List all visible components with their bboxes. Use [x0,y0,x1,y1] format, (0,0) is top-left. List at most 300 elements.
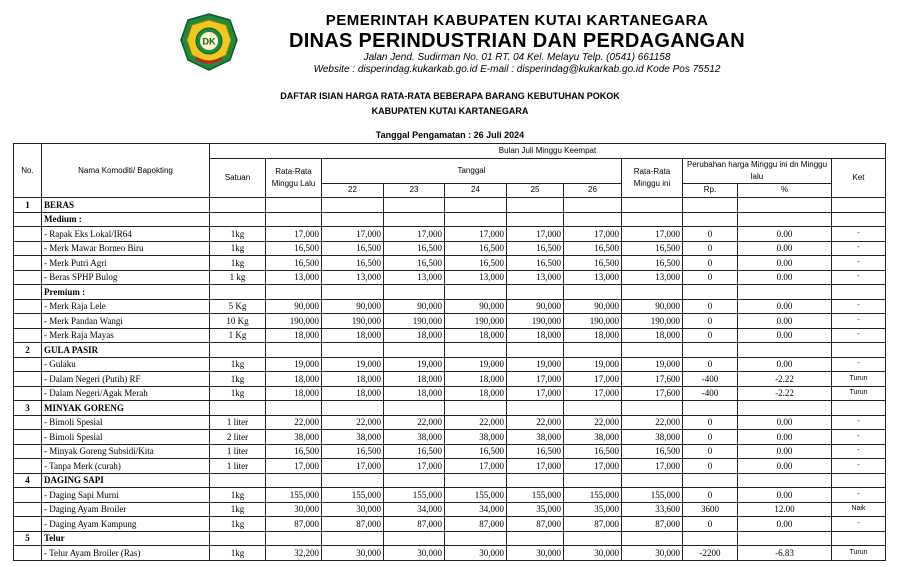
table-row [14,430,886,445]
empty-cell [384,198,445,213]
day-price-cell: 18,000 [445,386,507,401]
empty-cell [683,401,738,416]
row-number: 4 [14,473,42,488]
avg-now-cell: 17,000 [622,459,683,474]
ket-cell: - [832,314,886,329]
day-price-cell: 13,000 [384,270,445,285]
commodity-name: - Rapak Eks Lokal/IR64 [42,227,210,242]
change-pct-cell: 0.00 [738,459,832,474]
empty-cell [210,343,266,358]
change-rp-cell: 0 [683,517,738,532]
row-number: 2 [14,343,42,358]
day-price-cell: 22,000 [445,415,507,430]
row-number-empty [14,299,42,314]
change-rp-cell: 0 [683,328,738,343]
day-price-cell: 17,000 [445,227,507,242]
empty-cell [622,531,683,546]
empty-cell [322,212,384,227]
table-row [14,415,886,430]
day-price-cell: 18,000 [564,328,622,343]
empty-cell [738,531,832,546]
table-row [14,270,886,285]
day-price-cell: 38,000 [322,430,384,445]
table-row [14,299,886,314]
day-price-cell: 18,000 [322,386,384,401]
empty-cell [266,198,322,213]
day-price-cell: 17,000 [322,459,384,474]
row-number-empty [14,488,42,503]
commodity-name: - Merk Pandan Wangi [42,314,210,329]
avg-last-cell: 18,000 [266,372,322,387]
avg-last-cell: 19,000 [266,357,322,372]
table-row [14,517,886,532]
day-price-cell: 16,500 [564,241,622,256]
day-price-cell: 16,500 [322,444,384,459]
empty-cell [832,212,886,227]
day-price-cell: 22,000 [564,415,622,430]
day-price-cell: 38,000 [507,430,564,445]
day-price-cell: 19,000 [507,357,564,372]
empty-cell [384,285,445,300]
empty-cell [622,212,683,227]
change-pct-cell: -2.22 [738,386,832,401]
commodity-name: - Daging Ayam Broiler [42,502,210,517]
row-number: 3 [14,401,42,416]
avg-now-cell: 19,000 [622,357,683,372]
day-price-cell: 18,000 [507,328,564,343]
day-price-cell: 90,000 [445,299,507,314]
col-date-header: Tanggal [322,158,622,183]
day-price-cell: 90,000 [564,299,622,314]
empty-cell [832,285,886,300]
table-row [14,256,886,271]
day-price-cell: 87,000 [384,517,445,532]
org-website: Website : disperindag.kukarkab.go.id E-mail : disperindag@kukarkab.go.id Kode Pos 75512 [313,64,721,75]
day-price-cell: 13,000 [445,270,507,285]
empty-cell [507,285,564,300]
category-name: GULA PASIR [42,343,210,358]
row-number-empty [14,430,42,445]
row-number-empty [14,459,42,474]
change-pct-cell: 0.00 [738,444,832,459]
empty-cell [622,285,683,300]
day-price-cell: 17,000 [564,386,622,401]
change-rp-cell: 0 [683,444,738,459]
empty-cell [445,198,507,213]
avg-last-cell: 16,500 [266,241,322,256]
change-rp-cell: 0 [683,241,738,256]
col-day-header: 25 [507,183,564,198]
day-price-cell: 87,000 [322,517,384,532]
avg-last-cell: 30,000 [266,502,322,517]
empty-cell [210,473,266,488]
empty-cell [683,343,738,358]
avg-last-cell: 38,000 [266,430,322,445]
day-price-cell: 19,000 [322,357,384,372]
empty-cell [445,401,507,416]
avg-now-cell: 33,600 [622,502,683,517]
empty-cell [322,198,384,213]
empty-cell [738,473,832,488]
day-price-cell: 19,000 [384,357,445,372]
unit-cell: 5 Kg [210,299,266,314]
empty-cell [266,343,322,358]
day-price-cell: 16,500 [564,256,622,271]
empty-cell [683,212,738,227]
empty-cell [322,401,384,416]
day-price-cell: 13,000 [507,270,564,285]
day-price-cell: 17,000 [564,372,622,387]
change-rp-cell: 0 [683,227,738,242]
unit-cell: 1 liter [210,459,266,474]
empty-cell [738,198,832,213]
empty-cell [564,343,622,358]
empty-cell [564,401,622,416]
empty-cell [507,531,564,546]
empty-cell [622,343,683,358]
ket-cell: - [832,227,886,242]
empty-cell [266,212,322,227]
col-avg-now-header: Rata-Rata Minggu ini [622,158,683,198]
day-price-cell: 19,000 [564,357,622,372]
avg-last-cell: 87,000 [266,517,322,532]
row-number-empty [14,328,42,343]
avg-last-cell: 18,000 [266,328,322,343]
row-number-empty [14,212,42,227]
period-header: Bulan Juli Minggu Keempat [210,144,886,159]
change-rp-cell: 0 [683,357,738,372]
avg-last-cell: 22,000 [266,415,322,430]
commodity-name: - Dalam Negeri/Agak Merah [42,386,210,401]
unit-cell: 1 Kg [210,328,266,343]
empty-cell [445,212,507,227]
unit-cell: 1kg [210,241,266,256]
commodity-name: - Beras SPHP Bulog [42,270,210,285]
day-price-cell: 16,500 [445,256,507,271]
ket-cell: - [832,488,886,503]
table-row [14,241,886,256]
avg-now-cell: 38,000 [622,430,683,445]
empty-cell [564,212,622,227]
category-name: DAGING SAPI [42,473,210,488]
change-pct-cell: 0.00 [738,227,832,242]
empty-cell [507,198,564,213]
day-price-cell: 13,000 [564,270,622,285]
unit-cell: 1kg [210,357,266,372]
day-price-cell: 30,000 [384,546,445,561]
change-rp-cell: -400 [683,386,738,401]
change-rp-cell: -2200 [683,546,738,561]
empty-cell [210,531,266,546]
table-header [14,144,886,198]
change-pct-cell: -6.83 [738,546,832,561]
day-price-cell: 22,000 [384,415,445,430]
col-day-header: 26 [564,183,622,198]
day-price-cell: 18,000 [322,328,384,343]
table-body [14,198,886,561]
empty-cell [738,212,832,227]
day-price-cell: 30,000 [564,546,622,561]
commodity-name: - Merk Mawar Borneo Biru [42,241,210,256]
avg-now-cell: 87,000 [622,517,683,532]
change-rp-cell: -400 [683,372,738,387]
unit-cell: 1kg [210,546,266,561]
avg-last-cell: 155,000 [266,488,322,503]
empty-cell [622,198,683,213]
table-row [14,227,886,242]
day-price-cell: 17,000 [564,459,622,474]
change-rp-cell: 0 [683,270,738,285]
empty-cell [266,285,322,300]
change-pct-cell: 0.00 [738,415,832,430]
row-number-empty [14,546,42,561]
empty-cell [322,531,384,546]
day-price-cell: 22,000 [322,415,384,430]
ket-cell: Turun [832,386,886,401]
day-price-cell: 155,000 [384,488,445,503]
ket-cell: - [832,270,886,285]
unit-cell: 1kg [210,386,266,401]
day-price-cell: 18,000 [384,328,445,343]
unit-cell: 1kg [210,227,266,242]
unit-cell: 1kg [210,372,266,387]
ket-cell: - [832,256,886,271]
ket-cell: - [832,444,886,459]
change-pct-cell: 0.00 [738,270,832,285]
table-row [14,372,886,387]
empty-cell [683,198,738,213]
empty-cell [445,285,507,300]
day-price-cell: 16,500 [507,256,564,271]
empty-cell [266,401,322,416]
day-price-cell: 17,000 [445,459,507,474]
col-pct-header: % [738,183,832,198]
empty-cell [683,531,738,546]
col-change-header: Perubahan harga Minggu ini dn Minggu lalu [683,158,832,183]
row-number: 5 [14,531,42,546]
commodity-name: - Tanpa Merk (curah) [42,459,210,474]
col-commodity-header: Nama Komoditi/ Bapokting [42,144,210,198]
empty-cell [738,285,832,300]
change-pct-cell: -2.22 [738,372,832,387]
ket-cell: - [832,517,886,532]
commodity-name: - Merk Raja Mayas [42,328,210,343]
day-price-cell: 34,000 [445,502,507,517]
change-pct-cell: 0.00 [738,488,832,503]
org-line-1: PEMERINTAH KABUPATEN KUTAI KARTANEGARA [325,12,709,29]
commodity-name: - Daging Ayam Kampung [42,517,210,532]
table-row [14,328,886,343]
category-row [14,473,886,488]
day-price-cell: 90,000 [322,299,384,314]
table-row [14,314,886,329]
empty-cell [210,401,266,416]
day-price-cell: 17,000 [507,227,564,242]
empty-cell [832,343,886,358]
col-no-header: No. [14,144,42,198]
avg-last-cell: 17,000 [266,227,322,242]
col-day-header: 24 [445,183,507,198]
ket-cell: - [832,299,886,314]
change-pct-cell: 0.00 [738,256,832,271]
change-rp-cell: 3600 [683,502,738,517]
avg-now-cell: 30,000 [622,546,683,561]
change-pct-cell: 0.00 [738,357,832,372]
kukar-emblem-icon [178,12,240,72]
avg-now-cell: 16,500 [622,444,683,459]
empty-cell [832,401,886,416]
day-price-cell: 18,000 [384,386,445,401]
ket-cell: - [832,430,886,445]
avg-now-cell: 13,000 [622,270,683,285]
day-price-cell: 17,000 [564,227,622,242]
empty-cell [622,401,683,416]
day-price-cell: 30,000 [445,546,507,561]
empty-cell [564,285,622,300]
day-price-cell: 16,500 [384,444,445,459]
category-row [14,531,886,546]
change-pct-cell: 0.00 [738,241,832,256]
avg-last-cell: 17,000 [266,459,322,474]
empty-cell [210,285,266,300]
empty-cell [564,198,622,213]
day-price-cell: 16,500 [322,241,384,256]
day-price-cell: 190,000 [507,314,564,329]
row-number-empty [14,314,42,329]
day-price-cell: 38,000 [564,430,622,445]
empty-cell [266,473,322,488]
commodity-name: - Bimoli Spesial [42,430,210,445]
ket-cell: Turun [832,546,886,561]
row-number-empty [14,357,42,372]
table-row [14,444,886,459]
unit-cell: 1 liter [210,444,266,459]
change-pct-cell: 0.00 [738,314,832,329]
row-number-empty [14,270,42,285]
empty-cell [738,401,832,416]
day-price-cell: 18,000 [445,372,507,387]
day-price-cell: 13,000 [322,270,384,285]
change-pct-cell: 0.00 [738,299,832,314]
row-number-empty [14,256,42,271]
ket-cell: - [832,415,886,430]
avg-now-cell: 22,000 [622,415,683,430]
unit-cell: 2 liter [210,430,266,445]
change-pct-cell: 12.00 [738,502,832,517]
document-title: DAFTAR ISIAN HARGA RATA-RATA BEBERAPA BARANG KEBUTUHAN POKOK [280,91,620,101]
row-number: 1 [14,198,42,213]
empty-cell [445,473,507,488]
change-rp-cell: 0 [683,256,738,271]
ket-cell: - [832,357,886,372]
empty-cell [384,531,445,546]
day-price-cell: 190,000 [445,314,507,329]
empty-cell [210,212,266,227]
empty-cell [832,198,886,213]
day-price-cell: 35,000 [507,502,564,517]
subcategory-name: Premium : [42,285,210,300]
row-number-empty [14,241,42,256]
day-price-cell: 155,000 [445,488,507,503]
day-price-cell: 18,000 [322,372,384,387]
day-price-cell: 190,000 [322,314,384,329]
empty-cell [445,531,507,546]
change-rp-cell: 0 [683,299,738,314]
empty-cell [384,473,445,488]
document-region: KABUPATEN KUTAI KARTANEGARA [371,106,529,116]
subcategory-name: Medium : [42,212,210,227]
empty-cell [322,285,384,300]
day-price-cell: 190,000 [564,314,622,329]
day-price-cell: 30,000 [322,546,384,561]
category-name: MINYAK GORENG [42,401,210,416]
change-rp-cell: 0 [683,459,738,474]
emblem-lettering: DK [202,36,216,47]
ket-cell: - [832,328,886,343]
category-row [14,401,886,416]
unit-cell: 1kg [210,517,266,532]
day-price-cell: 17,000 [507,459,564,474]
empty-cell [738,343,832,358]
empty-cell [322,343,384,358]
day-price-cell: 16,500 [384,241,445,256]
day-price-cell: 155,000 [507,488,564,503]
ket-cell: Turun [832,372,886,387]
day-price-cell: 16,500 [445,444,507,459]
row-number-empty [14,415,42,430]
unit-cell: 1kg [210,256,266,271]
day-price-cell: 19,000 [445,357,507,372]
col-avg-last-header: Rata-Rata Minggu Lalu [266,158,322,198]
ket-cell: - [832,459,886,474]
day-price-cell: 35,000 [564,502,622,517]
day-price-cell: 17,000 [384,227,445,242]
day-price-cell: 16,500 [445,241,507,256]
unit-cell: 1 liter [210,415,266,430]
empty-cell [507,212,564,227]
avg-now-cell: 18,000 [622,328,683,343]
ket-cell: - [832,241,886,256]
empty-cell [322,473,384,488]
commodity-name: - Merk Putri Agri [42,256,210,271]
row-number-empty [14,372,42,387]
letterhead [0,0,900,80]
category-name: Telur [42,531,210,546]
empty-cell [507,473,564,488]
empty-cell [384,212,445,227]
day-price-cell: 16,500 [322,256,384,271]
day-price-cell: 155,000 [322,488,384,503]
commodity-name: - Merk Raja Lele [42,299,210,314]
empty-cell [507,401,564,416]
commodity-name: - Telur Ayam Broiler (Ras) [42,546,210,561]
avg-now-cell: 90,000 [622,299,683,314]
avg-last-cell: 16,500 [266,256,322,271]
change-rp-cell: 0 [683,430,738,445]
row-number-empty [14,227,42,242]
empty-cell [564,531,622,546]
commodity-name: - Daging Sapi Murni [42,488,210,503]
table-row [14,386,886,401]
row-number-empty [14,517,42,532]
row-number-empty [14,386,42,401]
commodity-name: - Minyak Goreng Subsidi/Kita [42,444,210,459]
empty-cell [445,343,507,358]
row-number-empty [14,444,42,459]
avg-last-cell: 13,000 [266,270,322,285]
col-unit-header: Satuan [210,158,266,198]
day-price-cell: 30,000 [507,546,564,561]
